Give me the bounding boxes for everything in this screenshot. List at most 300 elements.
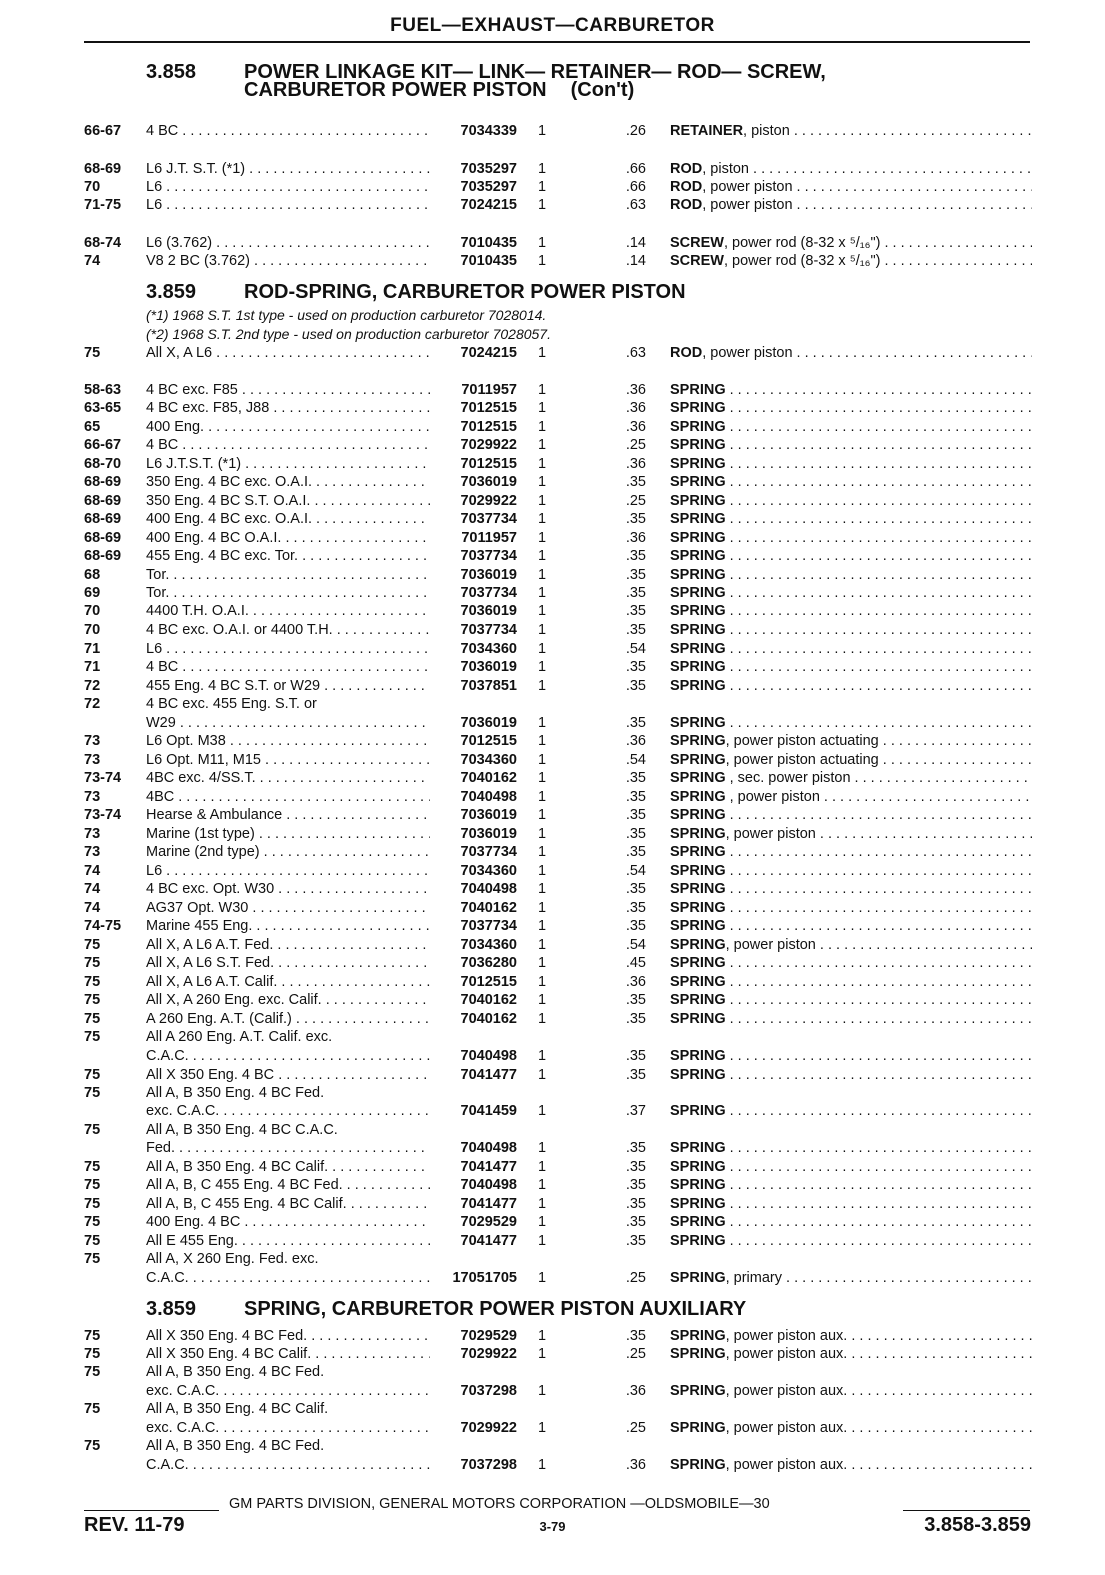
item-name-main: ROD: [670, 197, 703, 213]
model-year: 73: [84, 789, 101, 805]
quantity: 1: [538, 752, 547, 768]
price: .14: [625, 235, 646, 251]
item-name: [670, 677, 1032, 695]
quantity: 1: [538, 715, 547, 731]
item-name: [670, 547, 1032, 565]
model-year: 75: [84, 345, 101, 361]
table-row: [0, 1084, 1105, 1102]
item-name-main: SCREW: [670, 253, 724, 269]
quantity: 1: [538, 493, 547, 509]
item-name-main: SPRING: [670, 400, 726, 416]
item-name: [670, 1419, 1032, 1437]
item-name-main: SPRING: [670, 789, 726, 805]
section-title: ROD-SPRING, CARBURETOR POWER PISTON: [244, 281, 686, 303]
item-name-detail: , power piston aux.: [725, 1328, 848, 1344]
item-name: [670, 714, 1032, 732]
part-number: 7036019: [460, 659, 517, 675]
part-number: 7037734: [460, 622, 517, 638]
price: .25: [625, 1420, 646, 1436]
item-name: [670, 769, 1032, 787]
quantity: 1: [538, 1196, 547, 1212]
item-name-detail: , power rod (8-32 x ⁵/₁₆"): [723, 235, 881, 251]
table-row: [0, 1419, 1105, 1437]
item-name: [670, 344, 1032, 362]
application-description: L6 . . .: [146, 862, 430, 880]
quantity: 1: [538, 235, 547, 251]
item-name-main: SPRING: [670, 1270, 726, 1286]
item-name-main: SPRING: [670, 456, 726, 472]
model-year: 72: [84, 696, 101, 712]
model-year: 73-74: [84, 770, 122, 786]
item-name-main: SPRING: [670, 770, 726, 786]
table-row: [0, 640, 1105, 658]
price: .35: [625, 826, 646, 842]
quantity: 1: [538, 253, 547, 269]
price: .14: [625, 253, 646, 269]
application-description: 4 BC exc. Opt. W30 . . .: [146, 880, 430, 898]
part-number: 17051705: [452, 1270, 517, 1286]
application-description: 400 Eng. 4 BC . . .: [146, 1213, 430, 1231]
table-row: [0, 991, 1105, 1009]
item-name-main: SPRING: [670, 548, 726, 564]
model-year: 75: [84, 992, 101, 1008]
footer-section-range: 3.858-3.859: [924, 1514, 1031, 1536]
model-year: 73: [84, 844, 101, 860]
price: .36: [625, 419, 646, 435]
price: .54: [625, 937, 646, 953]
item-name: [670, 1456, 1032, 1474]
price: .35: [625, 511, 646, 527]
application-description: 4 BC . . .: [146, 122, 430, 140]
item-name-main: SPRING: [670, 1420, 726, 1436]
table-row: [0, 492, 1105, 510]
item-name-main: SPRING: [670, 1103, 726, 1119]
application-description: Marine (2nd type) . . .: [146, 843, 430, 861]
application-description: AG37 Opt. W30 . . .: [146, 899, 430, 917]
part-number: 7035297: [460, 179, 517, 195]
table-row: [0, 178, 1105, 196]
item-name-main: RETAINER: [670, 123, 744, 139]
part-number: 7012515: [460, 733, 517, 749]
quantity: 1: [538, 1048, 547, 1064]
item-name-main: SPRING: [670, 1067, 726, 1083]
application-description: 4 BC . . .: [146, 436, 430, 454]
item-name-main: SPRING: [670, 530, 726, 546]
part-number: 7011957: [461, 530, 517, 546]
model-year: 68: [84, 567, 101, 583]
price: .35: [625, 789, 646, 805]
section-number: 3.859: [146, 281, 197, 303]
item-name: [670, 492, 1032, 510]
model-year: 73: [84, 826, 101, 842]
table-row: [0, 547, 1105, 565]
part-number: 7041477: [460, 1196, 517, 1212]
quantity: 1: [538, 1214, 547, 1230]
part-number: 7037734: [460, 548, 517, 564]
item-name-main: SPRING: [670, 1457, 726, 1473]
quantity: 1: [538, 789, 547, 805]
item-name-main: ROD: [670, 179, 703, 195]
table-row: [0, 1327, 1105, 1345]
application-description: Hearse & Ambulance . . .: [146, 806, 430, 824]
table-row: [0, 880, 1105, 898]
item-name-main: SPRING: [670, 622, 726, 638]
application-description: L6 J.T. S.T. (*1) . . .: [146, 160, 430, 178]
application-description: Tor. . . .: [146, 584, 430, 602]
price: .37: [625, 1103, 646, 1119]
quantity: 1: [538, 123, 547, 139]
part-number: 7036019: [460, 567, 517, 583]
price: .54: [625, 863, 646, 879]
item-name-detail: , power piston: [702, 345, 793, 361]
item-name: [670, 436, 1032, 454]
application-description: L6 (3.762) . . .: [146, 234, 430, 252]
footer-rule: [84, 1510, 219, 1511]
table-row: [0, 899, 1105, 917]
item-name: [670, 732, 1032, 750]
part-number: 7040498: [460, 881, 517, 897]
price: .25: [625, 493, 646, 509]
quantity: 1: [538, 382, 547, 398]
price: .35: [625, 567, 646, 583]
quantity: 1: [538, 900, 547, 916]
part-number: 7029922: [460, 1420, 517, 1436]
model-year: 73-74: [84, 807, 122, 823]
quantity: 1: [538, 456, 547, 472]
part-number: 7034339: [460, 123, 517, 139]
item-name-detail: , power piston aux.: [725, 1457, 848, 1473]
model-year: 66-67: [84, 123, 122, 139]
item-name-detail: , power piston actuating: [725, 733, 879, 749]
item-name-main: SPRING: [670, 1346, 726, 1362]
table-row: [0, 1176, 1105, 1194]
quantity: 1: [538, 603, 547, 619]
table-row: [0, 252, 1105, 270]
model-year: 75: [84, 1401, 101, 1417]
quantity: 1: [538, 1011, 547, 1027]
price: .63: [625, 197, 646, 213]
item-name: [670, 991, 1032, 1009]
quantity: 1: [538, 161, 547, 177]
application-description: Fed. . . .: [146, 1139, 430, 1157]
part-number: 7029922: [460, 1346, 517, 1362]
application-description: 4BC exc. 4/SS.T. . . .: [146, 769, 430, 787]
item-name-main: SPRING: [670, 585, 726, 601]
price: .35: [625, 585, 646, 601]
quantity: 1: [538, 1177, 547, 1193]
price: .35: [625, 918, 646, 934]
table-row: [0, 1250, 1105, 1268]
quantity: 1: [538, 548, 547, 564]
quantity: 1: [538, 1140, 547, 1156]
table-row: [0, 1195, 1105, 1213]
application-description: 455 Eng. 4 BC S.T. or W29 . . .: [146, 677, 430, 695]
part-number: 7041477: [460, 1233, 517, 1249]
application-description: 350 Eng. 4 BC S.T. O.A.I. . . .: [146, 492, 430, 510]
item-name: [670, 529, 1032, 547]
part-number: 7012515: [460, 400, 517, 416]
model-year: 75: [84, 1214, 101, 1230]
quantity: 1: [538, 567, 547, 583]
item-name-detail: , power piston: [702, 197, 793, 213]
price: .66: [625, 161, 646, 177]
application-description: 4 BC exc. F85 . . .: [146, 381, 430, 399]
quantity: 1: [538, 659, 547, 675]
footnote: (*2) 1968 S.T. 2nd type - used on production carburetor 7028057.: [146, 326, 551, 342]
table-row: [0, 732, 1105, 750]
price: .25: [625, 437, 646, 453]
item-name: [670, 252, 1032, 270]
item-name: [670, 751, 1032, 769]
part-number: 7037298: [460, 1383, 517, 1399]
table-row: [0, 566, 1105, 584]
part-number: 7034360: [460, 752, 517, 768]
part-number: 7029529: [460, 1328, 517, 1344]
part-number: 7034360: [460, 641, 517, 657]
item-name-main: SPRING: [670, 567, 726, 583]
price: .36: [625, 456, 646, 472]
application-description: All X, A L6 A.T. Fed. . . .: [146, 936, 430, 954]
part-number: 7040498: [460, 1140, 517, 1156]
item-name: [670, 160, 1032, 178]
part-number: 7010435: [460, 253, 517, 269]
table-row: [0, 584, 1105, 602]
model-year: 70: [84, 179, 101, 195]
quantity: 1: [538, 197, 547, 213]
application-description: All A, B 350 Eng. 4 BC Fed.: [146, 1085, 325, 1101]
application-description: All X, A L6 . . .: [146, 344, 430, 362]
table-row: [0, 381, 1105, 399]
quantity: 1: [538, 1067, 547, 1083]
application-description: L6 J.T.S.T. (*1) . . .: [146, 455, 430, 473]
quantity: 1: [538, 937, 547, 953]
item-name-main: SPRING: [670, 678, 726, 694]
item-name: [670, 1102, 1032, 1120]
table-row: [0, 1400, 1105, 1418]
item-name: [670, 621, 1032, 639]
item-name: [670, 455, 1032, 473]
item-name-main: SPRING: [670, 733, 726, 749]
part-number: 7036019: [460, 603, 517, 619]
model-year: 68-69: [84, 530, 122, 546]
application-description: 4 BC . . .: [146, 658, 430, 676]
item-name-main: ROD: [670, 161, 703, 177]
item-name-detail: , power piston: [725, 937, 816, 953]
item-name-main: SPRING: [670, 1177, 726, 1193]
item-name: [670, 788, 1032, 806]
item-name: [670, 825, 1032, 843]
part-number: 7036019: [460, 826, 517, 842]
model-year: 68-70: [84, 456, 122, 472]
item-name: [670, 122, 1032, 140]
item-name: [670, 658, 1032, 676]
table-row: [0, 1382, 1105, 1400]
item-name-main: SPRING: [670, 382, 726, 398]
table-row: [0, 788, 1105, 806]
table-row: [0, 954, 1105, 972]
application-description: L6 . . .: [146, 640, 430, 658]
application-description: 4 BC exc. O.A.I. or 4400 T.H. . . .: [146, 621, 430, 639]
price: .35: [625, 900, 646, 916]
application-description: W29 . . .: [146, 714, 430, 732]
item-name: [670, 862, 1032, 880]
item-name-main: SPRING: [670, 826, 726, 842]
section-number: 3.859: [146, 1298, 197, 1320]
application-description: 4 BC exc. F85, J88 . . .: [146, 399, 430, 417]
model-year: 66-67: [84, 437, 122, 453]
section-title: POWER LINKAGE KIT— LINK— RETAINER— ROD— SCREW,: [244, 61, 826, 83]
table-row: [0, 1213, 1105, 1231]
model-year: 68-69: [84, 548, 122, 564]
model-year: 73: [84, 733, 101, 749]
price: .35: [625, 603, 646, 619]
item-name: [670, 1047, 1032, 1065]
model-year: 73: [84, 752, 101, 768]
item-name-detail: , piston: [743, 123, 790, 139]
table-row: [0, 1028, 1105, 1046]
quantity: 1: [538, 863, 547, 879]
model-year: 75: [84, 1159, 101, 1175]
quantity: 1: [538, 974, 547, 990]
item-name-main: SPRING: [670, 474, 726, 490]
quantity: 1: [538, 678, 547, 694]
item-name-detail: , primary: [725, 1270, 782, 1286]
table-row: [0, 714, 1105, 732]
item-name: [670, 566, 1032, 584]
quantity: 1: [538, 844, 547, 860]
table-row: [0, 436, 1105, 454]
item-name-main: SPRING: [670, 1048, 726, 1064]
item-name-detail: , power piston: [725, 826, 816, 842]
item-name-main: SPRING: [670, 1159, 726, 1175]
price: .36: [625, 400, 646, 416]
model-year: 75: [84, 1438, 101, 1454]
price: .36: [625, 1457, 646, 1473]
section-continued: (Con't): [570, 79, 635, 101]
application-description: C.A.C. . . .: [146, 1047, 430, 1065]
item-name-main: SPRING: [670, 641, 726, 657]
item-name: [670, 602, 1032, 620]
part-number: 7041477: [460, 1067, 517, 1083]
price: .36: [625, 530, 646, 546]
part-number: 7041477: [460, 1159, 517, 1175]
table-row: [0, 769, 1105, 787]
item-name: [670, 399, 1032, 417]
quantity: 1: [538, 1383, 547, 1399]
quantity: 1: [538, 1270, 547, 1286]
price: .35: [625, 1159, 646, 1175]
part-number: 7036280: [460, 955, 517, 971]
table-row: [0, 1345, 1105, 1363]
item-name-detail: , power rod (8-32 x ⁵/₁₆"): [723, 253, 881, 269]
item-name: [670, 640, 1032, 658]
model-year: 68-69: [84, 474, 122, 490]
part-number: 7036019: [460, 807, 517, 823]
application-description: 400 Eng. 4 BC O.A.I. . . .: [146, 529, 430, 547]
price: .35: [625, 807, 646, 823]
application-description: C.A.C. . . .: [146, 1269, 430, 1287]
item-name: [670, 973, 1032, 991]
quantity: 1: [538, 918, 547, 934]
application-description: All X 350 Eng. 4 BC . . .: [146, 1066, 430, 1084]
item-name-main: SPRING: [670, 493, 726, 509]
table-row: [0, 1232, 1105, 1250]
model-year: 74: [84, 900, 101, 916]
item-name-detail: , piston: [702, 161, 749, 177]
item-name: [670, 1269, 1032, 1287]
price: .35: [625, 659, 646, 675]
item-name: [670, 1010, 1032, 1028]
model-year: 70: [84, 603, 101, 619]
price: .35: [625, 1196, 646, 1212]
price: .35: [625, 992, 646, 1008]
item-name-main: SPRING: [670, 437, 726, 453]
model-year: 71: [84, 641, 101, 657]
price: .35: [625, 1328, 646, 1344]
model-year: 71-75: [84, 197, 122, 213]
model-year: 75: [84, 1251, 101, 1267]
table-row: [0, 1066, 1105, 1084]
table-row: [0, 658, 1105, 676]
item-name-main: SPRING: [670, 918, 726, 934]
part-number: 7040498: [460, 789, 517, 805]
item-name: [670, 1158, 1032, 1176]
application-description: V8 2 BC (3.762) . . .: [146, 252, 430, 270]
application-description: 455 Eng. 4 BC exc. Tor. . . .: [146, 547, 430, 565]
price: .36: [625, 1383, 646, 1399]
price: .35: [625, 678, 646, 694]
application-description: All X 350 Eng. 4 BC Fed. . . .: [146, 1327, 430, 1345]
price: .36: [625, 733, 646, 749]
item-name: [670, 936, 1032, 954]
application-description: All X, A 260 Eng. exc. Calif. . . .: [146, 991, 430, 1009]
price: .35: [625, 548, 646, 564]
item-name: [670, 1066, 1032, 1084]
table-row: [0, 455, 1105, 473]
table-row: [0, 1269, 1105, 1287]
quantity: 1: [538, 1457, 547, 1473]
item-name: [670, 418, 1032, 436]
model-year: 75: [84, 1122, 101, 1138]
price: .35: [625, 881, 646, 897]
model-year: 75: [84, 1177, 101, 1193]
table-row: [0, 1456, 1105, 1474]
application-description: L6 . . .: [146, 178, 430, 196]
section-title-line2: CARBURETOR POWER PISTON (Con't): [244, 79, 635, 101]
quantity: 1: [538, 345, 547, 361]
model-year: 69: [84, 585, 101, 601]
quantity: 1: [538, 530, 547, 546]
item-name-detail: , power piston actuating: [725, 752, 879, 768]
part-number: 7040162: [460, 900, 517, 916]
part-number: 7024215: [460, 345, 517, 361]
table-row: [0, 825, 1105, 843]
item-name-detail: , power piston aux.: [725, 1346, 848, 1362]
price: .35: [625, 1214, 646, 1230]
price: .35: [625, 1177, 646, 1193]
page-title: FUEL—EXHAUST—CARBURETOR: [390, 15, 715, 36]
item-name-main: SPRING: [670, 844, 726, 860]
item-name: [670, 1213, 1032, 1231]
part-number: 7012515: [460, 974, 517, 990]
item-name: [670, 196, 1032, 214]
model-year: 68-69: [84, 511, 122, 527]
item-name-main: SPRING: [670, 863, 726, 879]
part-number: 7040162: [460, 770, 517, 786]
item-name-main: SPRING: [670, 881, 726, 897]
table-row: [0, 196, 1105, 214]
model-year: 71: [84, 659, 101, 675]
